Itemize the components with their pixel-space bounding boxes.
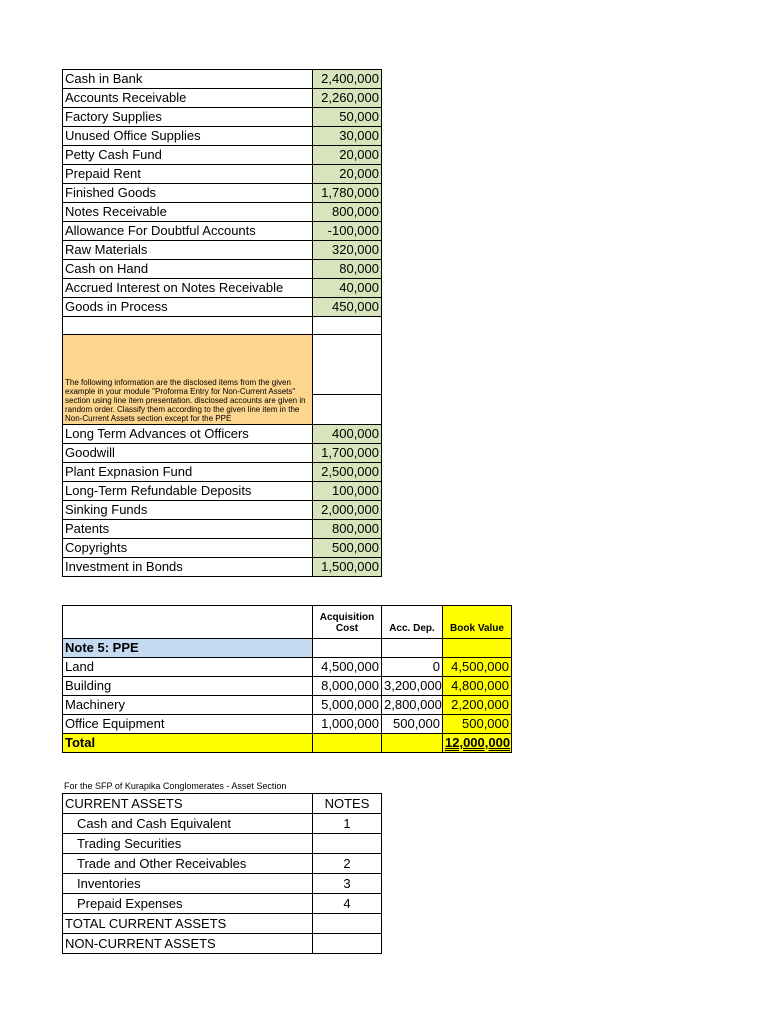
ppe-title-row [63, 639, 512, 658]
empty-cell[interactable] [63, 606, 313, 639]
account-label[interactable]: Petty Cash Fund [63, 146, 313, 165]
account-value[interactable]: 500,000 [313, 539, 382, 558]
current-assets-header[interactable]: CURRENT ASSETS [63, 794, 313, 814]
account-value[interactable]: 30,000 [313, 127, 382, 146]
empty-cell[interactable] [313, 914, 382, 934]
table-row [63, 89, 382, 108]
table-row [63, 696, 512, 715]
table-row [63, 165, 382, 184]
empty-cell[interactable] [313, 335, 382, 395]
ppe-acq[interactable]: 1,000,000 [313, 715, 382, 734]
account-value[interactable]: 1,700,000 [313, 444, 382, 463]
acc-dep-header[interactable]: Acc. Dep. [382, 606, 443, 639]
account-value[interactable]: 2,500,000 [313, 463, 382, 482]
account-value[interactable]: 50,000 [313, 108, 382, 127]
empty-cell[interactable] [443, 639, 512, 658]
table-row [63, 854, 382, 874]
note-row [63, 335, 382, 395]
account-label[interactable]: Long-Term Refundable Deposits [63, 482, 313, 501]
table-row [63, 463, 382, 482]
sfp-line-item[interactable]: Trading Securities [63, 834, 313, 854]
account-label[interactable]: Factory Supplies [63, 108, 313, 127]
notes-header[interactable]: NOTES [313, 794, 382, 814]
ppe-dep[interactable]: 500,000 [382, 715, 443, 734]
book-value-header[interactable]: Book Value [443, 606, 512, 639]
account-label[interactable]: Notes Receivable [63, 203, 313, 222]
ppe-label[interactable]: Office Equipment [63, 715, 313, 734]
table-row [63, 894, 382, 914]
ppe-acq[interactable]: 8,000,000 [313, 677, 382, 696]
ppe-table [62, 605, 512, 753]
table-row [63, 298, 382, 317]
ppe-acq[interactable]: 5,000,000 [313, 696, 382, 715]
note-cell[interactable]: The following information are the disclosed items from the given example in your module "Proforma Entry for Non-Current Assets" section using line item presentation. disclosed accounts are given in random order. Classify them according to the given line item in the Non-Current Assets section except for the PPE [63, 335, 313, 425]
sfp-table [62, 793, 382, 954]
account-label[interactable]: Sinking Funds [63, 501, 313, 520]
account-label[interactable]: Cash on Hand [63, 260, 313, 279]
account-label[interactable]: Raw Materials [63, 241, 313, 260]
account-value[interactable]: -100,000 [313, 222, 382, 241]
table-row [63, 914, 382, 934]
ppe-book[interactable]: 4,500,000 [443, 658, 512, 677]
ppe-book[interactable]: 4,800,000 [443, 677, 512, 696]
ppe-total-label[interactable]: Total [63, 734, 313, 753]
account-label[interactable]: Plant Expnasion Fund [63, 463, 313, 482]
account-value[interactable]: 2,000,000 [313, 501, 382, 520]
acquisition-cost-header[interactable]: Acquisition Cost [313, 606, 382, 639]
ppe-label[interactable]: Machinery [63, 696, 313, 715]
account-label[interactable]: Patents [63, 520, 313, 539]
table-row [63, 520, 382, 539]
account-value[interactable]: 20,000 [313, 165, 382, 184]
empty-cell[interactable] [382, 734, 443, 753]
account-value[interactable]: 2,260,000 [313, 89, 382, 108]
account-value[interactable]: 80,000 [313, 260, 382, 279]
table-row [63, 425, 382, 444]
non-current-assets-header[interactable]: NON-CURRENT ASSETS [63, 934, 313, 954]
empty-cell[interactable] [313, 934, 382, 954]
table-row [63, 222, 382, 241]
total-current-assets[interactable]: TOTAL CURRENT ASSETS [63, 914, 313, 934]
account-value[interactable]: 100,000 [313, 482, 382, 501]
sfp-header-row [63, 794, 382, 814]
account-label[interactable]: Goodwill [63, 444, 313, 463]
account-value[interactable]: 20,000 [313, 146, 382, 165]
empty-row [63, 317, 382, 335]
ppe-title[interactable]: Note 5: PPE [63, 639, 313, 658]
ppe-book[interactable]: 2,200,000 [443, 696, 512, 715]
table-row [63, 203, 382, 222]
ppe-acq[interactable]: 4,500,000 [313, 658, 382, 677]
empty-cell[interactable] [63, 317, 313, 335]
account-label[interactable]: Finished Goods [63, 184, 313, 203]
ppe-header-row [63, 606, 512, 639]
table-row [63, 260, 382, 279]
ppe-dep[interactable]: 3,200,000 [382, 677, 443, 696]
table-row [63, 241, 382, 260]
account-label[interactable]: Unused Office Supplies [63, 127, 313, 146]
table-row [63, 482, 382, 501]
sfp-line-item[interactable]: Trade and Other Receivables [63, 854, 313, 874]
sfp-note[interactable]: 4 [313, 894, 382, 914]
table-row [63, 70, 382, 89]
account-label[interactable]: Prepaid Rent [63, 165, 313, 184]
sfp-note[interactable]: 1 [313, 814, 382, 834]
table-row [63, 501, 382, 520]
ppe-book[interactable]: 500,000 [443, 715, 512, 734]
sfp-line-item[interactable]: Prepaid Expenses [63, 894, 313, 914]
account-value[interactable]: 450,000 [313, 298, 382, 317]
table-row [63, 108, 382, 127]
ppe-total-value[interactable]: 12,000,000 [443, 734, 512, 753]
table-row [63, 934, 382, 954]
account-label[interactable]: Copyrights [63, 539, 313, 558]
account-label[interactable]: Cash in Bank [63, 70, 313, 89]
empty-cell[interactable] [313, 734, 382, 753]
table-row [63, 279, 382, 298]
table-row [63, 715, 512, 734]
ppe-total-row [63, 734, 512, 753]
table-row [63, 146, 382, 165]
empty-cell[interactable] [313, 317, 382, 335]
table-row [63, 127, 382, 146]
sfp-line-item[interactable]: Cash and Cash Equivalent [63, 814, 313, 834]
table-row [63, 677, 512, 696]
table-row [63, 184, 382, 203]
ppe-dep[interactable]: 0 [382, 658, 443, 677]
table-row [63, 814, 382, 834]
account-value[interactable]: 2,400,000 [313, 70, 382, 89]
account-label[interactable]: Goods in Process [63, 298, 313, 317]
accounts-table [62, 69, 382, 577]
account-value[interactable]: 400,000 [313, 425, 382, 444]
ppe-label[interactable]: Building [63, 677, 313, 696]
table-row [63, 834, 382, 854]
table-row [63, 539, 382, 558]
account-value[interactable]: 40,000 [313, 279, 382, 298]
table-row [63, 658, 512, 677]
table-row [63, 874, 382, 894]
account-value[interactable]: 800,000 [313, 520, 382, 539]
empty-cell[interactable] [313, 639, 382, 658]
account-value[interactable]: 800,000 [313, 203, 382, 222]
sfp-note[interactable] [313, 834, 382, 854]
ppe-label[interactable]: Land [63, 658, 313, 677]
account-label[interactable]: Investment in Bonds [63, 558, 313, 577]
account-value[interactable]: 320,000 [313, 241, 382, 260]
sfp-line-item[interactable]: Inventories [63, 874, 313, 894]
account-value[interactable]: 1,500,000 [313, 558, 382, 577]
account-value[interactable]: 1,780,000 [313, 184, 382, 203]
account-label[interactable]: Accrued Interest on Notes Receivable [63, 279, 313, 298]
empty-cell[interactable] [382, 639, 443, 658]
table-row [63, 558, 382, 577]
table-row [63, 444, 382, 463]
ppe-dep[interactable]: 2,800,000 [382, 696, 443, 715]
account-label[interactable]: Long Term Advances ot Officers [63, 425, 313, 444]
sfp-note[interactable]: 3 [313, 874, 382, 894]
account-label[interactable]: Accounts Receivable [63, 89, 313, 108]
sfp-note[interactable]: 2 [313, 854, 382, 874]
empty-cell[interactable] [313, 395, 382, 425]
account-label[interactable]: Allowance For Doubtful Accounts [63, 222, 313, 241]
sfp-caption: For the SFP of Kurapika Conglomerates - Asset Section [64, 781, 287, 791]
